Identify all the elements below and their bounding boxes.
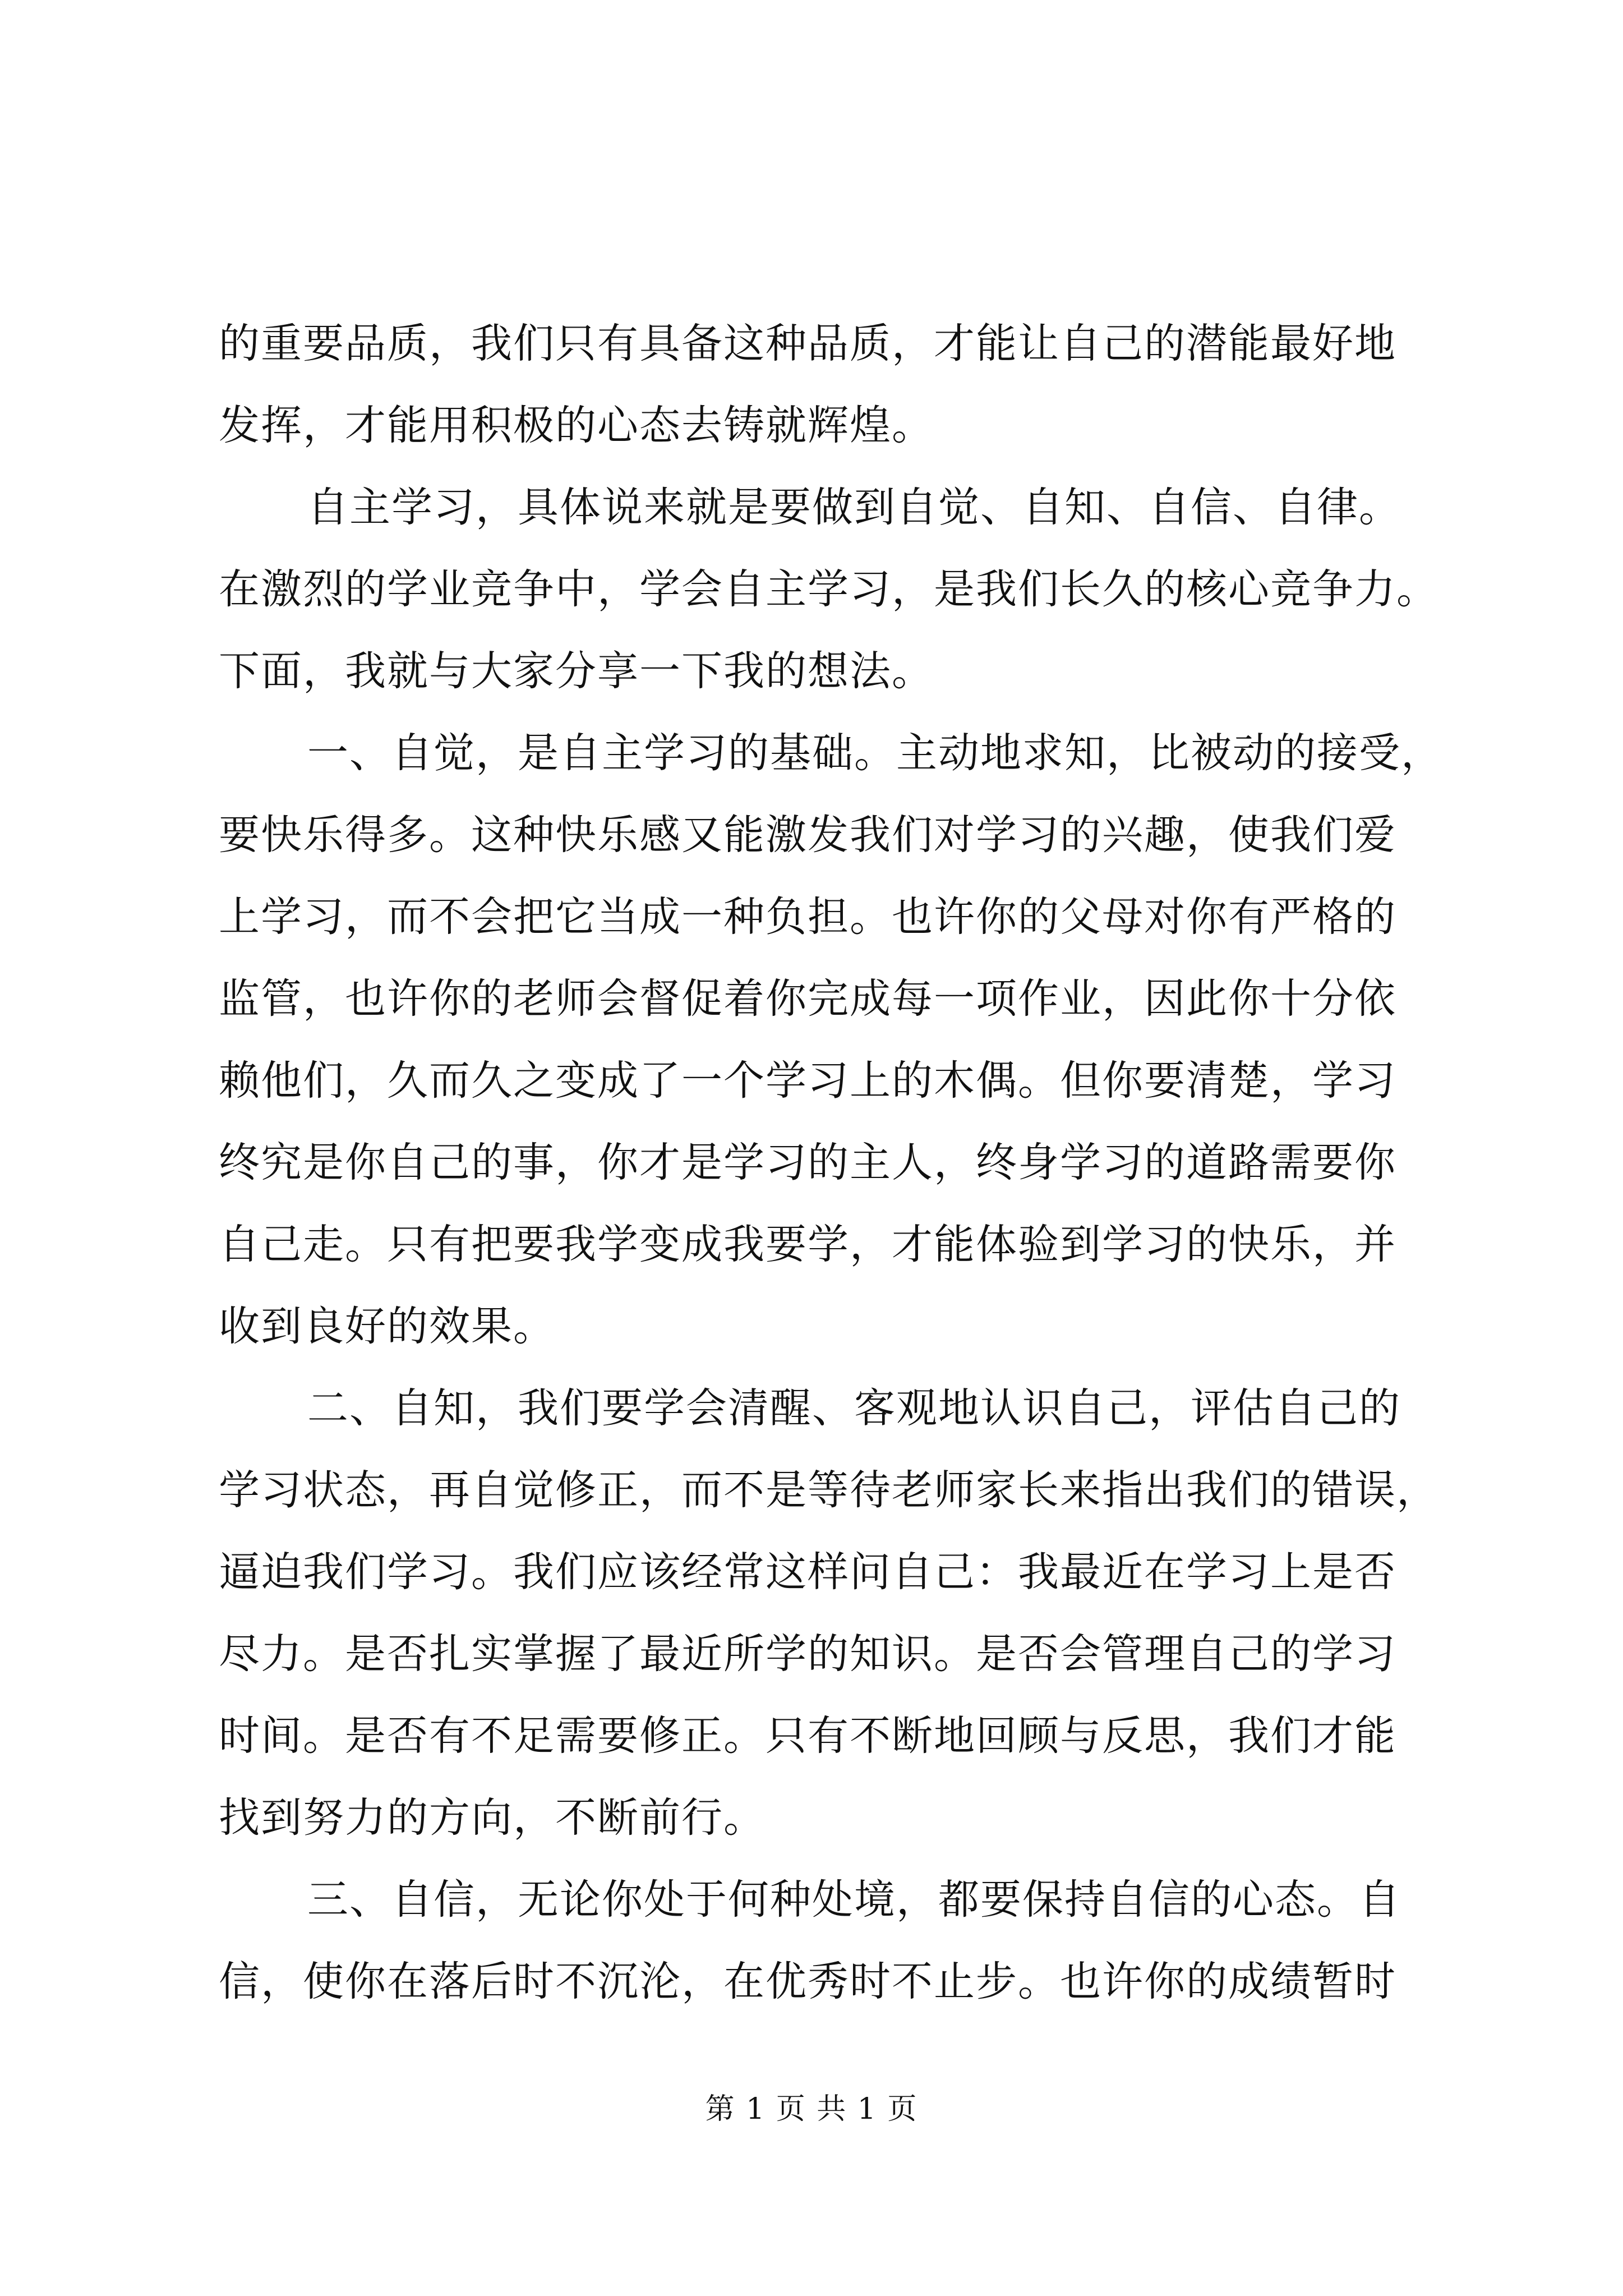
document-body [219, 303, 1443, 2023]
text-line: 要快乐得多。这种快乐感又能激发我们对学习的兴趣，使我们爱 [219, 811, 1396, 859]
text-line: 收到良好的效果。 [219, 1303, 555, 1350]
text-line: 自己走。只有把要我学变成我要学，才能体验到学习的快乐，并 [219, 1221, 1396, 1268]
text-line: 信，使你在落后时不沉沦，在优秀时不止步。也许你的成绩暂时 [219, 1958, 1396, 2005]
text-line: 发挥，才能用积极的心态去铸就辉煌。 [219, 402, 934, 449]
text-line: 监管，也许你的老师会督促着你完成每一项作业，因此你十分依 [219, 975, 1396, 1023]
text-line: 的重要品质，我们只有具备这种品质，才能让自己的潜能最好地 [219, 320, 1396, 367]
text-line: 一、自觉，是自主学习的基础。主动地求知，比被动的接受， [307, 729, 1443, 777]
text-line: 尽力。是否扎实掌握了最近所学的知识。是否会管理自己的学习 [219, 1630, 1396, 1678]
text-line: 下面，我就与大家分享一下我的想法。 [219, 647, 934, 695]
text-line: 自主学习，具体说来就是要做到自觉、自知、自信、自律。 [307, 484, 1401, 531]
text-line: 上学习，而不会把它当成一种负担。也许你的父母对你有严格的 [219, 893, 1396, 941]
text-line: 找到努力的方向，不断前行。 [219, 1794, 766, 1842]
page-indicator: 第 1 页 共 1 页 [705, 2092, 918, 2126]
text-line: 赖他们，久而久之变成了一个学习上的木偶。但你要清楚，学习 [219, 1057, 1396, 1105]
text-line: 三、自信，无论你处于何种处境，都要保持自信的心态。自 [307, 1876, 1401, 1924]
page-footer [0, 2090, 1623, 2129]
text-line: 时间。是否有不足需要修正。只有不断地回顾与反思，我们才能 [219, 1712, 1396, 1760]
text-line: 学习状态，再自觉修正，而不是等待老师家长来指出我们的错误， [219, 1466, 1438, 1514]
text-line: 逼迫我们学习。我们应该经常这样问自己：我最近在学习上是否 [219, 1548, 1396, 1596]
text-line: 终究是你自己的事，你才是学习的主人，终身学习的道路需要你 [219, 1139, 1396, 1186]
text-line: 二、自知，我们要学会清醒、客观地认识自己，评估自己的 [307, 1384, 1401, 1432]
text-line: 在激烈的学业竞争中，学会自主学习，是我们长久的核心竞争力。 [219, 565, 1438, 613]
